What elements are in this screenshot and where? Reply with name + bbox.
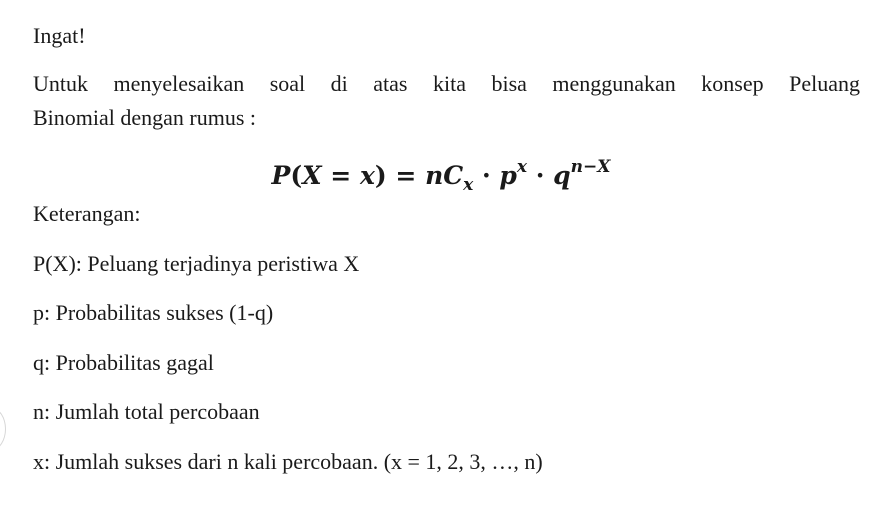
formula-dot-1: · <box>473 161 500 190</box>
definition-q: q: Probabilitas gagal <box>33 350 214 375</box>
formula-C: C <box>443 161 464 190</box>
definition-x: x: Jumlah sukses dari n kali percobaan. (x = 1, 2, 3, …, n) <box>33 449 543 474</box>
heading-ingat: Ingat! <box>33 23 86 48</box>
definition-p: p: Probabilitas sukses (1-q) <box>33 300 274 325</box>
formula-equals-1: = <box>321 161 360 190</box>
definition-n: n: Jumlah total percobaan <box>33 399 260 424</box>
formula-dot-2: · <box>527 161 554 190</box>
binomial-formula <box>0 150 882 202</box>
formula-n: n <box>425 161 444 190</box>
intro-text-line-1: Untuk menyelesaikan soal di atas kita bisa menggunakan konsep Peluang <box>33 71 860 96</box>
formula-x: x <box>359 161 375 190</box>
formula-X: X <box>302 161 322 190</box>
formula-p-exponent: x <box>516 157 528 177</box>
intro-text-line-2: Binomial dengan rumus : <box>33 105 257 130</box>
edge-arc-decoration <box>0 408 6 450</box>
formula-q-base: q <box>553 161 571 190</box>
formula-open-paren: ( <box>290 161 303 190</box>
definition-px: P(X): Peluang terjadinya peristiwa X <box>33 251 360 276</box>
formula-close-paren: ) <box>374 161 387 190</box>
formula-p-base: p <box>499 161 517 190</box>
keterangan-label: Keterangan: <box>33 201 141 226</box>
formula-C-subscript: x <box>463 175 474 195</box>
formula-equals-2: = <box>386 161 426 190</box>
formula-q-exponent: n−X <box>570 157 611 177</box>
formula-p: P <box>271 161 291 190</box>
